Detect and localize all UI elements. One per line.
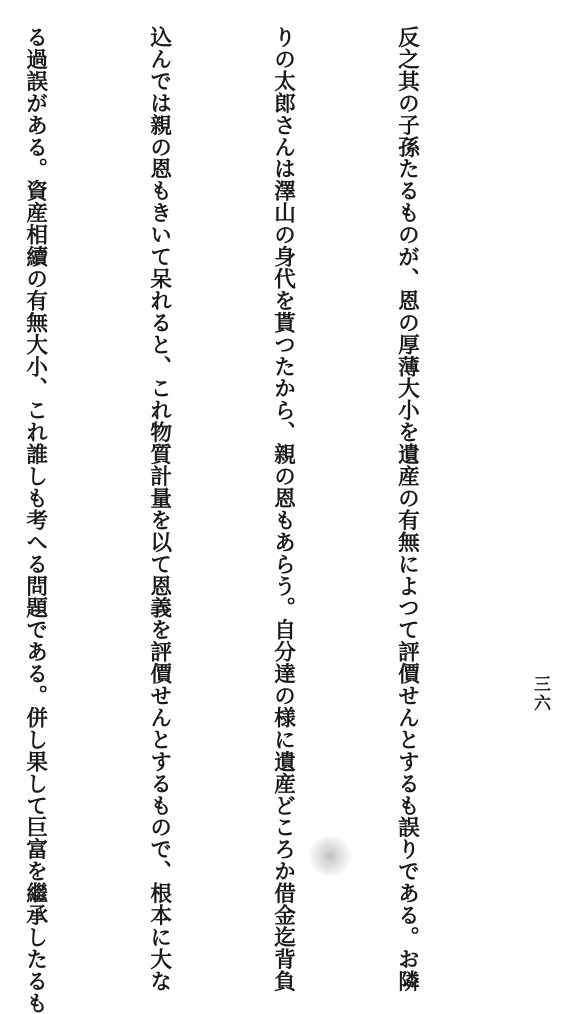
page-number: 三六 [530, 675, 550, 713]
ink-smudge [308, 836, 352, 876]
text-column: 反之其の子孫たるものが、恩の厚薄大小を遺産の有無によつて評價せんとするも誤りである。お隣 [394, 26, 420, 992]
text-column: る過誤がある。資産相續の有無大小、これ誰しも考へる問題である。併し果して巨富を繼承したるも [22, 26, 48, 1014]
body-text [22, 26, 510, 1014]
text-column: りの太郎さんは澤山の身代を貰つたから、親の恩もあらう。自分達の様に遺産どころか借金迄背負 [270, 26, 296, 992]
text-column: 込んでは親の恩もきいて呆れると、これ物質計量を以て恩義を評價せんとするもので、根本に大な [146, 26, 172, 992]
